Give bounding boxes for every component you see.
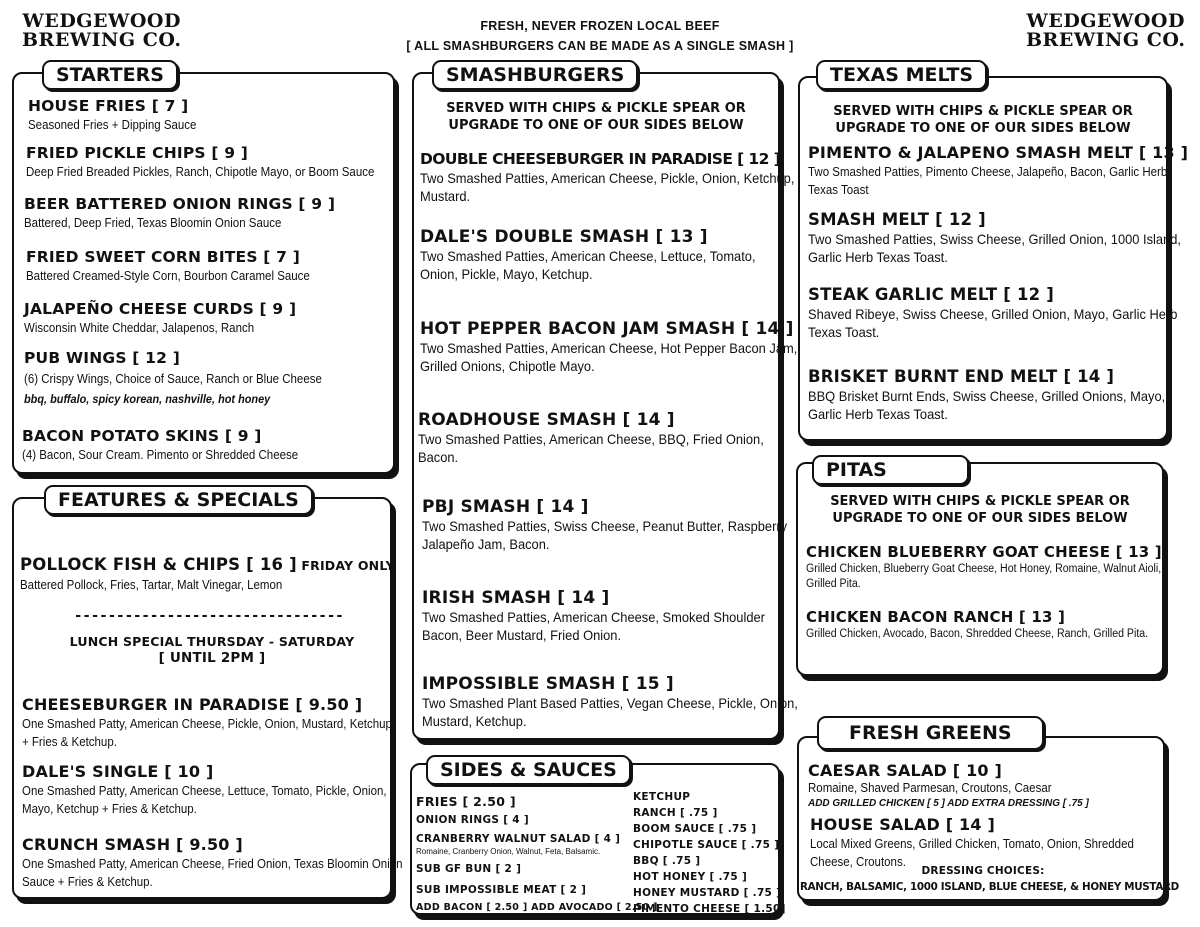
melt-pimento-jalapeno: PIMENTO & JALAPENO SMASH MELT [ 13 ] Two Smashed Patties, Pimento Cheese, Jalapeño, Bacon, Garlic Herb Texas Toast bbox=[808, 143, 1189, 197]
side-cranberry-salad: CRANBERRY WALNUT SALAD [ 4 ] bbox=[416, 833, 621, 845]
sauce-boom: BOOM SAUCE [ .75 ] bbox=[633, 823, 757, 835]
feature-crunch-smash: CRUNCH SMASH [ 9.50 ] One Smashed Patty, American Cheese, Fried Onion, Texas Bloomin Onion Sauce + Fries & Ketchup. bbox=[22, 835, 403, 889]
starter-potato-skins: BACON POTATO SKINS [ 9 ] (4) Bacon, Sour Cream. Pimento or Shredded Cheese bbox=[22, 427, 299, 462]
greens-house-salad: HOUSE SALAD [ 14 ] Local Mixed Greens, Grilled Chicken, Tomato, Onion, Shredded Cheese, Croutons. bbox=[810, 815, 1134, 869]
side-add-bacon-avocado: ADD BACON [ 2.50 ] ADD AVOCADO [ 2.50 ] bbox=[416, 902, 658, 913]
pitas-title: PITAS bbox=[812, 455, 969, 485]
sauce-chipotle: CHIPOTLE SAUCE [ .75 ] bbox=[633, 839, 780, 851]
smash-dales-double: DALE'S DOUBLE SMASH [ 13 ] Two Smashed Patties, American Cheese, Lettuce, Tomato, Onion, Pickle, Mayo, Ketchup. bbox=[420, 227, 756, 282]
texas-melts-served-with: SERVED WITH CHIPS & PICKLE SPEAR OR UPGRADE TO ONE OF OUR SIDES BELOW bbox=[833, 104, 1133, 136]
smash-irish: IRISH SMASH [ 14 ] Two Smashed Patties, American Cheese, Smoked Shoulder Bacon, Beer Mustard, Fried Onion. bbox=[422, 588, 765, 643]
sauce-ketchup: KETCHUP bbox=[633, 791, 691, 803]
smashburgers-served-with: SERVED WITH CHIPS & PICKLE SPEAR OR UPGRADE TO ONE OF OUR SIDES BELOW bbox=[446, 101, 746, 133]
starter-onion-rings: BEER BATTERED ONION RINGS [ 9 ] Battered, Deep Fried, Texas Bloomin Onion Sauce bbox=[24, 195, 336, 230]
starter-cheese-curds: JALAPEÑO CHEESE CURDS [ 9 ] Wisconsin White Cheddar, Jalapenos, Ranch bbox=[24, 300, 297, 335]
features-title: FEATURES & SPECIALS bbox=[44, 485, 313, 515]
sauce-hot-honey: HOT HONEY [ .75 ] bbox=[633, 871, 748, 883]
sauce-honey-mustard: HONEY MUSTARD [ .75 ] bbox=[633, 887, 782, 899]
brand-logo-left: WEDGEWOOD BREWING CO. bbox=[22, 10, 182, 51]
texas-melts-title: TEXAS MELTS bbox=[816, 60, 987, 90]
smash-hot-pepper-bacon-jam: HOT PEPPER BACON JAM SMASH [ 14 ] Two Smashed Patties, American Cheese, Hot Pepper Bacon Jam, Grilled Onions, Chipotle Mayo. bbox=[420, 319, 798, 374]
smash-impossible: IMPOSSIBLE SMASH [ 15 ] Two Smashed Plant Based Patties, Vegan Cheese, Pickle, Onion, Mustard, Ketchup. bbox=[422, 674, 798, 729]
lunch-special-heading: LUNCH SPECIAL THURSDAY - SATURDAY [ UNTIL 2PM ] bbox=[69, 634, 355, 666]
feature-cheeseburger-in-paradise: CHEESEBURGER IN PARADISE [ 9.50 ] One Smashed Patty, American Cheese, Pickle, Onion, Mustard, Ketchup + Fries & Ketchup. bbox=[22, 695, 392, 749]
top-note: FRESH, NEVER FROZEN LOCAL BEEF [ ALL SMASHBURGERS CAN BE MADE AS A SINGLE SMASH ] bbox=[406, 19, 794, 53]
greens-caesar-salad: CAESAR SALAD [ 10 ] Romaine, Shaved Parmesan, Croutons, Caesar ADD GRILLED CHICKEN [ 5 ] ADD EXTRA DRESSING [ .75 ] bbox=[808, 761, 1089, 809]
sauce-pimento-cheese: PIMENTO CHEESE [ 1.50] bbox=[633, 903, 786, 915]
side-onion-rings: ONION RINGS [ 4 ] bbox=[416, 814, 529, 826]
fresh-greens-title: FRESH GREENS bbox=[817, 716, 1044, 750]
starter-fried-pickle-chips: FRIED PICKLE CHIPS [ 9 ] Deep Fried Breaded Pickles, Ranch, Chipotle Mayo, or Boom Sauce bbox=[26, 144, 375, 179]
starter-sweet-corn-bites: FRIED SWEET CORN BITES [ 7 ] Battered Creamed-Style Corn, Bourbon Caramel Sauce bbox=[26, 248, 310, 283]
melt-smash-melt: SMASH MELT [ 12 ] Two Smashed Patties, Swiss Cheese, Grilled Onion, 1000 Island, Garlic Herb Texas Toast. bbox=[808, 210, 1182, 265]
smash-roadhouse: ROADHOUSE SMASH [ 14 ] Two Smashed Patties, American Cheese, BBQ, Fried Onion, Bacon. bbox=[418, 410, 764, 465]
brand-logo-right: WEDGEWOOD BREWING CO. bbox=[1026, 10, 1186, 51]
feature-dales-single: DALE'S SINGLE [ 10 ] One Smashed Patty, American Cheese, Lettuce, Tomato, Pickle, Onion, Mayo, Ketchup + Fries & Ketchup. bbox=[22, 762, 387, 816]
pita-chicken-blueberry: CHICKEN BLUEBERRY GOAT CHEESE [ 13 ] Grilled Chicken, Blueberry Goat Cheese, Hot Honey, Romaine, Walnut Aioli, Grilled Pita. bbox=[806, 543, 1162, 590]
pitas-served-with: SERVED WITH CHIPS & PICKLE SPEAR OR UPGRADE TO ONE OF OUR SIDES BELOW bbox=[830, 494, 1130, 526]
starter-house-fries: HOUSE FRIES [ 7 ] Seasoned Fries + Dipping Sauce bbox=[28, 97, 197, 132]
starters-title: STARTERS bbox=[42, 60, 178, 90]
sauce-ranch: RANCH [ .75 ] bbox=[633, 807, 718, 819]
features-divider: -------------------------------- bbox=[74, 608, 344, 624]
smashburgers-title: SMASHBURGERS bbox=[432, 60, 638, 90]
smash-pbj: PBJ SMASH [ 14 ] Two Smashed Patties, Swiss Cheese, Peanut Butter, Raspberry Jalapeño Jam, Bacon. bbox=[422, 497, 788, 552]
starter-pub-wings: PUB WINGS [ 12 ] (6) Crispy Wings, Choice of Sauce, Ranch or Blue Cheese bbq, buffalo, spicy korean, nashville, hot honey bbox=[24, 349, 322, 406]
side-fries: FRIES [ 2.50 ] bbox=[416, 794, 516, 809]
melt-brisket-burnt-end: BRISKET BURNT END MELT [ 14 ] BBQ Brisket Burnt Ends, Swiss Cheese, Grilled Onions, Mayo, Garlic Herb Texas Toast. bbox=[808, 367, 1166, 422]
sides-title: SIDES & SAUCES bbox=[426, 755, 631, 785]
pita-chicken-bacon-ranch: CHICKEN BACON RANCH [ 13 ] Grilled Chicken, Avocado, Bacon, Shredded Cheese, Ranch, Grilled Pita. bbox=[806, 608, 1149, 640]
feature-fish-and-chips: POLLOCK FISH & CHIPS [ 16 ] FRIDAY ONLY Battered Pollock, Fries, Tartar, Malt Vinegar, Lemon bbox=[20, 555, 395, 592]
sides-left-column bbox=[416, 793, 658, 915]
melt-steak-garlic: STEAK GARLIC MELT [ 12 ] Shaved Ribeye, Swiss Cheese, Grilled Onion, Mayo, Garlic Herb Texas Toast. bbox=[808, 285, 1178, 340]
sauce-bbq: BBQ [ .75 ] bbox=[633, 855, 701, 867]
greens-dressing-choices: DRESSING CHOICES: RANCH, BALSAMIC, 1000 ISLAND, BLUE CHEESE, & HONEY MUSTARD bbox=[800, 865, 1179, 893]
sauces-column bbox=[633, 789, 786, 917]
side-cranberry-salad-desc: Romaine, Cranberry Onion, Walnut, Feta, Balsamic. bbox=[416, 847, 601, 856]
side-sub-gf-bun: SUB GF BUN [ 2 ] bbox=[416, 863, 522, 875]
side-sub-impossible: SUB IMPOSSIBLE MEAT [ 2 ] bbox=[416, 884, 587, 896]
smash-double-cheeseburger: DOUBLE CHEESEBURGER IN PARADISE [ 12 ] Two Smashed Patties, American Cheese, Pickle, Onion, Ketchup, Mustard. bbox=[420, 150, 795, 204]
